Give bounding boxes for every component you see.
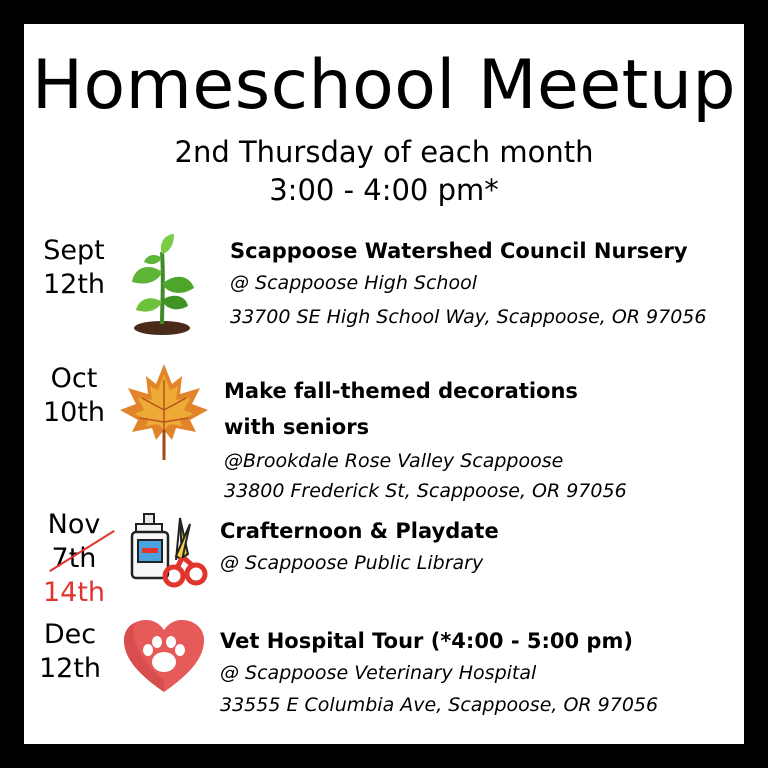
glue-scissors-icon (130, 510, 210, 604)
event-month: Sept (43, 235, 105, 266)
event-location: @ Scappoose Public Library (220, 552, 484, 574)
event-date (34, 362, 114, 430)
paw-heart-icon (122, 620, 206, 698)
event-address: 33700 SE High School Way, Scappoose, OR 97056 (230, 306, 707, 328)
event-month: Oct (50, 363, 98, 394)
page-title: Homeschool Meetup (31, 46, 737, 125)
event-title: Crafternoon & Playdate (220, 519, 499, 543)
event-location: @ Scappoose High School (230, 272, 477, 294)
event-day: 10th (42, 397, 106, 428)
event-title-line1: Make fall-themed decorations (224, 379, 578, 403)
event-title-line2: with seniors (224, 415, 370, 439)
event-title: Vet Hospital Tour (*4:00 - 5:00 pm) (220, 629, 633, 653)
maple-leaf-icon (118, 360, 210, 466)
event-old-day: 7th (51, 543, 97, 574)
event-month: Dec (43, 619, 97, 650)
event-address: 33800 Frederick St, Scappoose, OR 97056 (224, 480, 627, 502)
event-day: 12th (38, 653, 102, 684)
rescheduled-date (48, 508, 101, 576)
event-date (34, 508, 114, 610)
schedule-line: 2nd Thursday of each month (174, 135, 594, 169)
event-date (34, 234, 114, 302)
event-month: Nov (47, 509, 101, 540)
event-date (30, 618, 110, 686)
event-new-day: 14th (42, 577, 106, 608)
event-location: @ Scappoose Veterinary Hospital (220, 662, 537, 684)
event-address: 33555 E Columbia Ave, Scappoose, OR 97056 (220, 694, 659, 716)
event-dec (24, 618, 744, 728)
event-oct (24, 360, 744, 502)
event-location: @Brookdale Rose Valley Scappoose (224, 450, 564, 472)
event-day: 12th (42, 269, 106, 300)
event-nov (24, 508, 744, 618)
event-sept (24, 230, 744, 340)
sprout-icon (128, 232, 198, 340)
event-title: Scappoose Watershed Council Nursery (230, 239, 688, 263)
time-line: 3:00 - 4:00 pm* (269, 173, 499, 207)
flyer-content (24, 24, 744, 744)
